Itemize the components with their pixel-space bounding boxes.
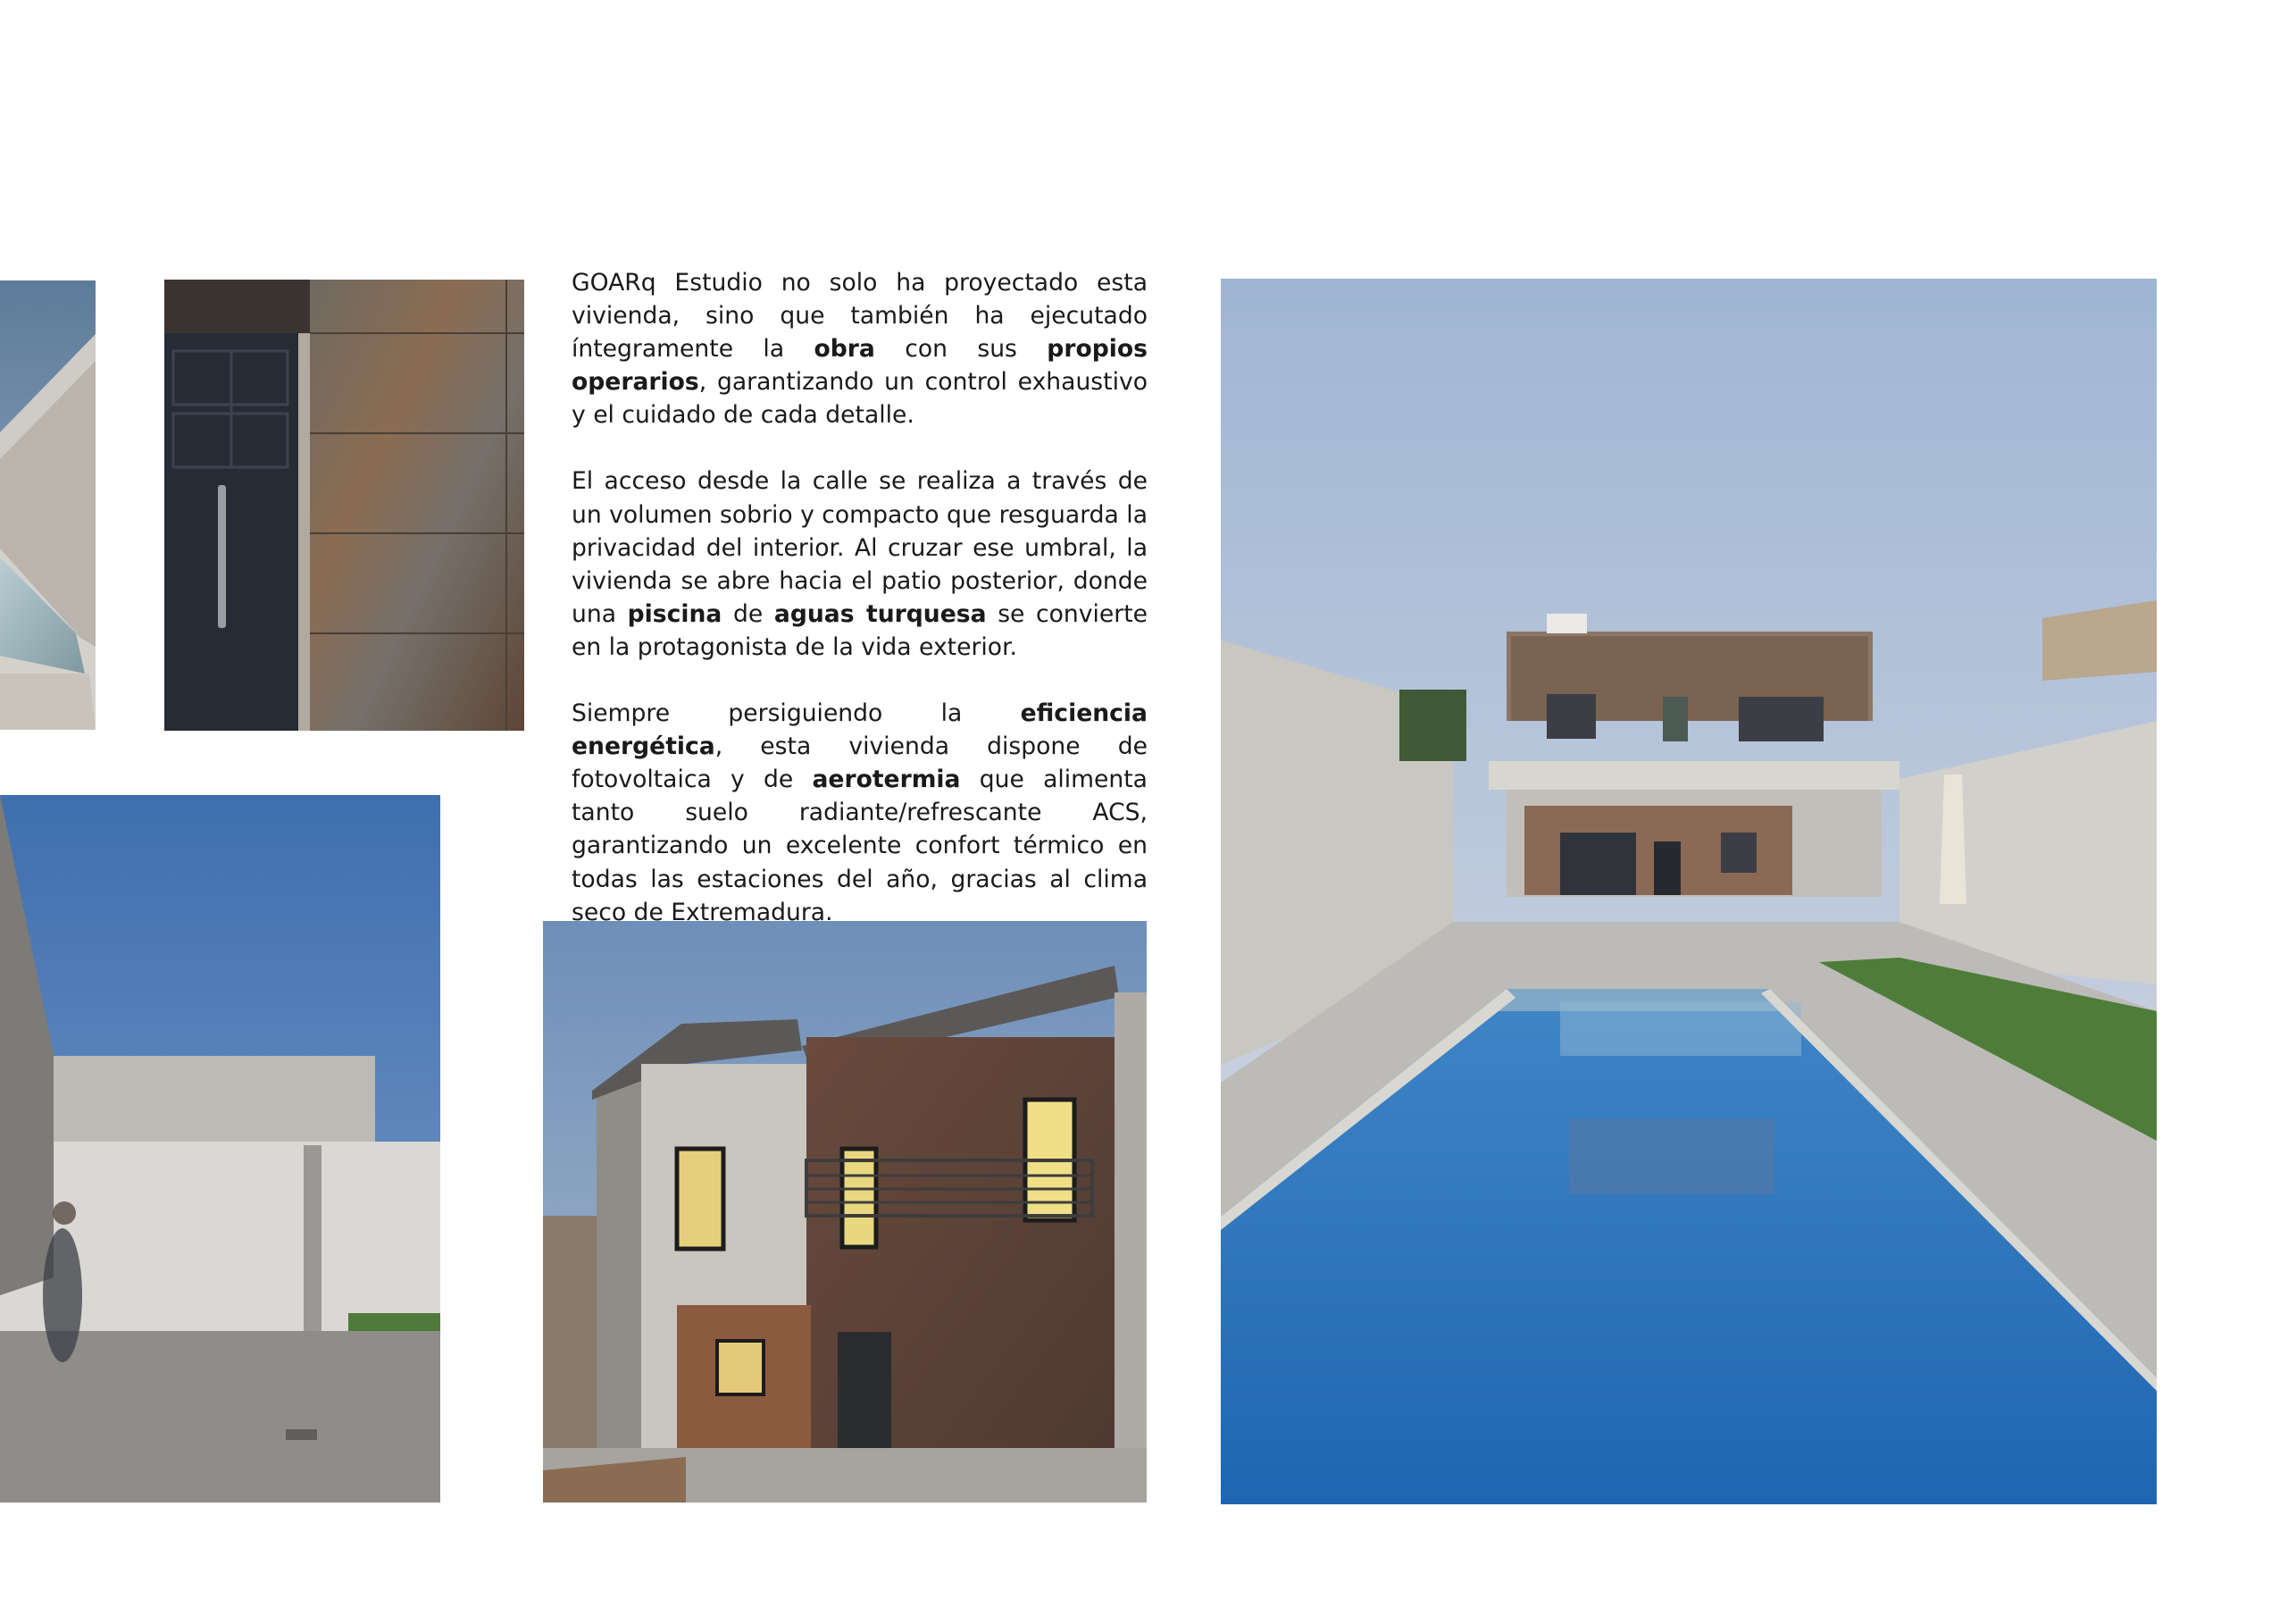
photo-pool-rear <box>1221 279 2157 1504</box>
body-text: que alimenta tanto suelo radiante/refrescante ACS, garantizando un excelente confort térmico en todas las estaciones del año, gracias al clima seco de Extremadura. <box>572 766 1148 926</box>
emphasis-text: piscina <box>627 599 722 628</box>
body-text: , garantizando un control exhaustivo y el cuidado de cada detalle. <box>572 368 1148 430</box>
emphasis-text: obra <box>814 335 875 364</box>
emphasis-text: propios operarios <box>572 335 1148 397</box>
body-paragraph-1 <box>572 266 1148 431</box>
emphasis-text: eficiencia energética <box>572 699 1148 761</box>
body-paragraph-3 <box>572 697 1148 929</box>
body-text: El acceso desde la calle se realiza a través de un volumen sobrio y compacto que resguarda la privacidad del interior. Al cruzar ese umbral, la vivienda se abre hacia el patio posterior, donde una <box>572 467 1148 628</box>
body-text: se convierte en la protagonista de la vida exterior. <box>572 599 1148 661</box>
body-text: , esta vivienda dispone de fotovoltaica y de <box>572 732 1148 794</box>
body-text: de <box>722 599 774 628</box>
emphasis-text: aguas turquesa <box>773 599 987 628</box>
photo-door-detail <box>164 280 524 731</box>
photo-facade <box>543 921 1147 1503</box>
body-paragraph-2 <box>572 465 1148 664</box>
photo-courtyard-walk <box>0 795 440 1503</box>
body-text: Siempre persiguiendo la <box>572 699 1021 728</box>
emphasis-text: aerotermia <box>812 766 961 794</box>
text-column <box>572 266 1148 962</box>
photo-pool-corner <box>0 280 96 730</box>
body-text: con sus <box>874 335 1048 364</box>
body-text: GOARq Estudio no solo ha proyectado esta vivienda, sino que también ha ejecutado íntegramente la <box>572 269 1148 364</box>
